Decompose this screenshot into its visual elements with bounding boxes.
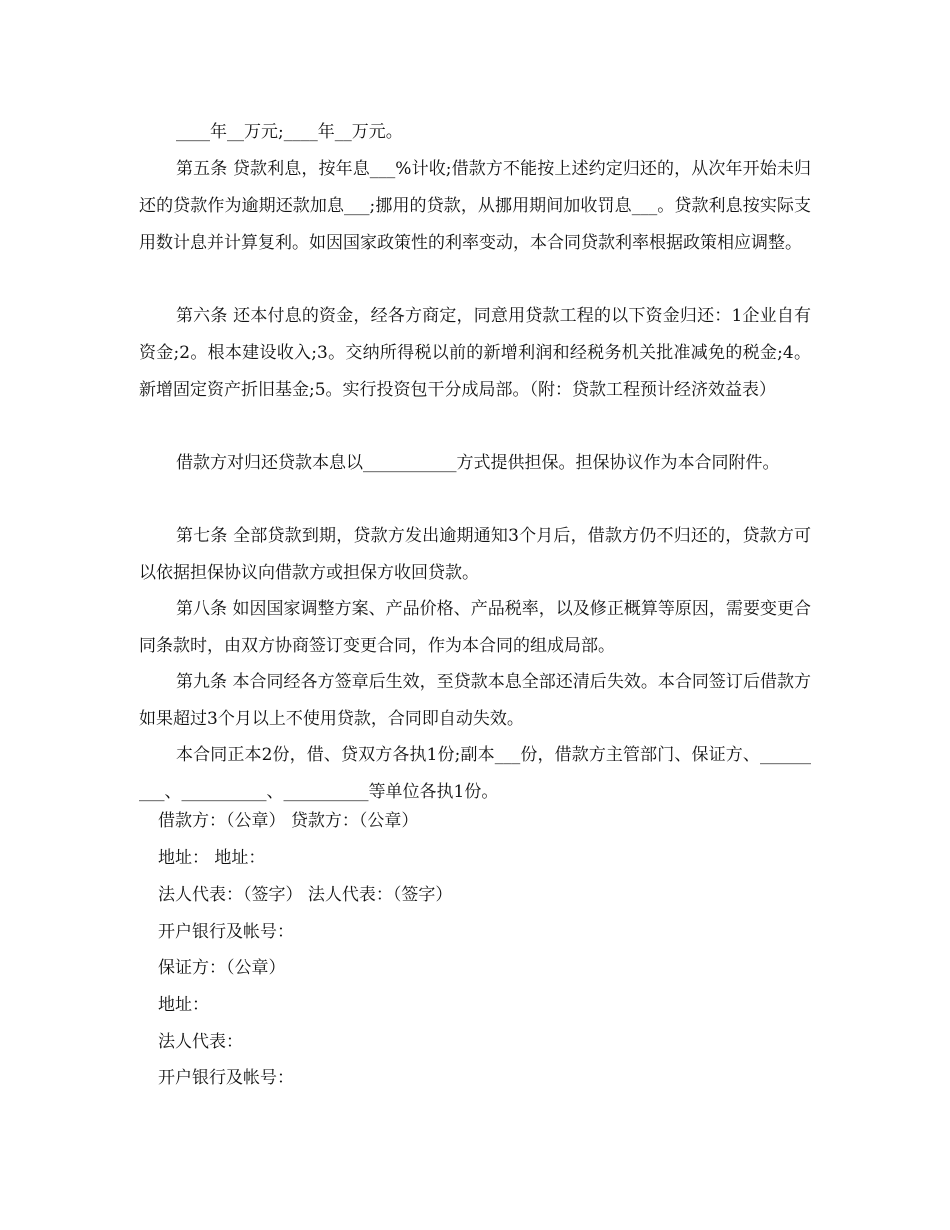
signature-line-guarantor-seal: 保证方：（公章） — [158, 958, 286, 978]
signature-line-guarantor-address: 地址： — [158, 995, 209, 1015]
paragraph-article-9-validity: 第九条 本合同经各方签章后生效，至贷款本息全部还清后失效。本合同签订后借款方如果超过3个月以上不使用贷款，合同即自动失效。 — [139, 672, 811, 729]
signature-line-legal-rep: 法人代表：（签字） 法人代表：（签字） — [158, 885, 453, 905]
paragraph-article-6-funds: 第六条 还本付息的资金，经各方商定，同意用贷款工程的以下资金归还：1企业自有资金;2。根本建设收入;3。交纳所得税以前的新增利润和经税务机关批准减免的税金;4。新增固定资产折旧基金;5。实行投资包干分成局部。（附：贷款工程预计经济效益表） — [139, 306, 811, 400]
paragraph-repayment-schedule: ____年__万元;____年__万元。 — [176, 122, 403, 142]
signature-line-guarantor-legal-rep: 法人代表： — [158, 1032, 243, 1052]
paragraph-article-7-default: 第七条 全部贷款到期，贷款方发出逾期通知3个月后，借款方仍不归还的，贷款方可以依据担保协议向借款方或担保方收回贷款。 — [139, 526, 811, 583]
signature-line-parties-seal: 借款方：（公章） 贷款方：（公章） — [158, 811, 419, 831]
signature-line-address: 地址： 地址： — [158, 848, 266, 868]
signature-line-guarantor-bank-account: 开户银行及帐号： — [158, 1068, 294, 1088]
paragraph-article-5-interest: 第五条 贷款利息，按年息___%计收;借款方不能按上述约定归还的，从次年开始未归还的贷款作为逾期还款加息___;挪用的贷款，从挪用期间加收罚息___。贷款利息按实际支用数计息并计算复利。如因国家政策性的利率变动，本合同贷款利率根据政策相应调整。 — [139, 159, 811, 253]
paragraph-guarantee: 借款方对归还贷款本息以___________方式提供担保。担保协议作为本合同附件。 — [176, 453, 780, 473]
paragraph-copies: 本合同正本2份，借、贷双方各执1份;副本___份，借款方主管部门、保证方、_________、__________、__________等单位各执1份。 — [139, 745, 811, 802]
signature-line-bank-account: 开户银行及帐号： — [158, 922, 294, 942]
paragraph-article-8-changes: 第八条 如因国家调整方案、产品价格、产品税率，以及修正概算等原因，需要变更合同条款时，由双方协商签订变更合同，作为本合同的组成局部。 — [139, 599, 811, 656]
